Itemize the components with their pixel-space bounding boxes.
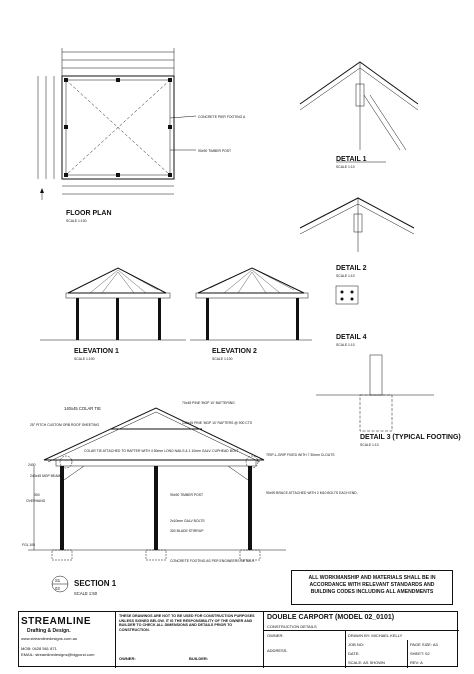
divider (264, 630, 459, 631)
elevation-1-scale: SCALE 1:100 (74, 357, 95, 361)
floor-plan-scale: SCALE 1:100 (66, 219, 87, 223)
dim-300: 300 (34, 493, 40, 497)
section-1-scale: SCALE 1:50 (74, 591, 98, 596)
label-brace: 90x90 BRACE ATTACHED WITH 2 M10 BOLTS EACH END. (266, 491, 358, 495)
divider (263, 612, 264, 668)
detail-4 (336, 286, 367, 347)
label-stirrup: 300 BLADE STIRRUP (170, 529, 204, 533)
detail-2-scale: SCALE 1:10 (336, 274, 355, 278)
project-title: DOUBLE CARPORT (MODEL 02_0101) (267, 614, 395, 621)
brand-subtitle: Drafting & Design. (27, 628, 71, 634)
label-trip-l-grip: TRIP-L-GRIP FIXED WITH 7 30mm CLOUTS (266, 453, 335, 457)
builder-sign-label: BUILDER: (189, 656, 209, 661)
job-no: JOB NO: (348, 642, 365, 647)
label-colar-attach: COLAR TIE ATTACHED TO RAFTER WITH 4 50mm LONG NAILS & 1 10mm GALV. CUPHEAD BOLT (84, 449, 239, 453)
brand-website: www.streamlinedesigns.com.au (21, 636, 78, 641)
divider (345, 630, 346, 668)
detail-3 (316, 355, 461, 447)
detail-4-title: DETAIL 4 (336, 334, 367, 341)
plan-post-note: CONCRETE PIER FOOTING A (198, 115, 246, 119)
drawn-by: DRAWN BY: MICHAEL KELLY (348, 633, 403, 638)
brand-email: EMAIL: streamlinedesigns@bigpond.com (21, 652, 95, 657)
label-footing: CONCRETE FOOTING AS PER ENGINEERS DETAILS (170, 559, 255, 563)
detail-1-title: DETAIL 1 (336, 156, 367, 163)
label-battens: 70x45 PINE 'MGP 10' BATTERING (182, 401, 235, 405)
section-1 (22, 401, 358, 596)
detail-1-scale: SCALE 1:10 (336, 165, 355, 169)
general-notes: ALL WORKMANSHIP AND MATERIALS SHALL BE IN ACCORDANCE WITH RELEVANT STANDARDS AND BUILDING CODES INCLUDING ALL AMENDMENTS (291, 570, 453, 605)
elevation-2-title: ELEVATION 2 (212, 348, 257, 355)
revision: REV: A (410, 660, 423, 665)
divider (407, 640, 408, 668)
brand-name: STREAMLINE (21, 616, 91, 627)
section-1-title: SECTION 1 (74, 579, 117, 588)
project-subtitle: CONSTRUCTION DETAILS (267, 624, 317, 629)
disclaimer: THESE DRAWINGS ARE NOT TO BE USED FOR CONSTRUCTION PURPOSES UNLESS SIGNED BELOW. IT IS THE RESPONSIBILITY OF THE OWNER AND BUILDER TO CHECK ALL DIMENSIONS AND DETAILS PRIOR TO CONSTRUCTION. (119, 614, 255, 632)
page-size: PAGE SIZE: A3 (410, 642, 438, 647)
label-roof-sheeting: 25° PITCH CUSTOM ORB ROOF SHEETING (30, 423, 100, 427)
floor-plan (38, 48, 246, 223)
scale-field: SCALE: AS SHOWN (348, 660, 385, 665)
label-mgp-beam: 240x45 MGP BEAM (30, 474, 61, 478)
elevation-2-scale: SCALE 1:100 (212, 357, 233, 361)
detail-3-title: DETAIL 3 (TYPICAL FOOTING) (360, 434, 461, 441)
label-fgl: FGL 100 (22, 543, 36, 547)
detail-2-title: DETAIL 2 (336, 265, 367, 272)
dim-2400: 2400 (28, 463, 36, 467)
label-colar-tie: 140x45 COLAR TIE (64, 406, 101, 411)
detail-3-scale: SCALE 1:10 (360, 443, 379, 447)
detail-4-scale: SCALE 1:10 (336, 343, 355, 347)
detail-2 (300, 198, 414, 278)
section-tag-bottom: 03 (55, 586, 60, 591)
brand-mobile: MOB: 0428 561 871 (21, 646, 57, 651)
detail-1 (300, 62, 418, 169)
divider (115, 612, 116, 668)
section-tag-top: S1 (55, 578, 61, 583)
owner-sign-label: OWNER: (119, 656, 136, 661)
sheet-no: SHEET: 02 (410, 651, 430, 656)
label-timber-post: 90x90 TIMBER POST (170, 493, 204, 497)
elevation-1-title: ELEVATION 1 (74, 348, 119, 355)
label-rafters: 140x45 PINE 'MGP 10' RAFTERS @ 900 CTS (182, 421, 253, 425)
label-galv-bolts: 2x10mm GALV BOLTS (170, 519, 205, 523)
plan-post-note2: 90x90 TIMBER POST (198, 149, 232, 153)
date-field: DATE: (348, 651, 360, 656)
owner-field: OWNER: (267, 633, 284, 638)
elevation-2 (190, 268, 312, 361)
title-block (18, 611, 458, 667)
elevation-1 (40, 268, 186, 361)
address-field: ADDRESS: (267, 648, 288, 653)
floor-plan-title: FLOOR PLAN (66, 210, 112, 217)
label-overhang: OVERHANG (26, 499, 46, 503)
